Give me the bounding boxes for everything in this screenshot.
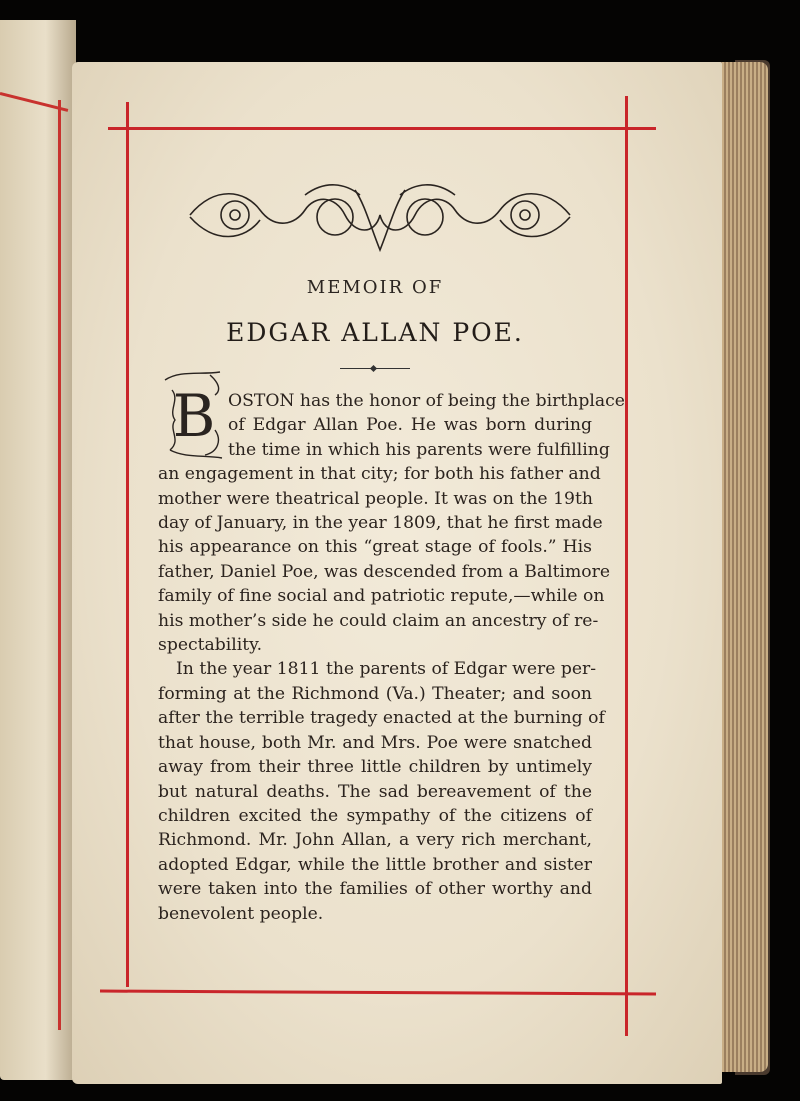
text-line: Richmond. Mr. John Allan, a very rich merchant, xyxy=(158,830,592,851)
text-line: children excited the sympathy of the citizens of xyxy=(158,805,592,826)
text-line: spectability. xyxy=(158,635,263,656)
text-line: In the year 1811 the parents of Edgar were per- xyxy=(176,659,597,680)
text-line: day of January, in the year 1809, that he first made xyxy=(158,513,603,534)
ornamental-headpiece-icon xyxy=(185,175,575,257)
text-line: the time in which his parents were fulfilling xyxy=(228,439,610,460)
text-line: benevolent people. xyxy=(158,903,324,924)
text-line: away from their three little children by untimely xyxy=(158,757,592,778)
text-line: his mother’s side he could claim an ancestry of re- xyxy=(158,610,599,631)
memoir-body xyxy=(158,389,625,926)
text-line: adopted Edgar, while the little brother and sister xyxy=(158,854,592,875)
page-title: EDGAR ALLAN POE. xyxy=(226,318,524,347)
left-page-border xyxy=(58,100,61,1030)
text-line: after the terrible tragedy enacted at the burning of xyxy=(158,708,605,729)
text-line: forming at the Richmond (Va.) Theater; and soon xyxy=(158,683,592,704)
left-page-edge xyxy=(0,20,76,1080)
text-line: father, Daniel Poe, was descended from a Baltimore xyxy=(158,561,611,582)
text-line: mother were theatrical people. It was on the 19th xyxy=(158,488,593,509)
text-line: of Edgar Allan Poe. He was born during xyxy=(228,415,592,436)
title-divider xyxy=(340,368,410,369)
text-line: his appearance on this “great stage of fools.” His xyxy=(158,537,592,558)
border-left xyxy=(126,102,129,987)
memoir-heading: MEMOIR OF xyxy=(306,277,444,298)
text-line: but natural deaths. The sad bereavement of the xyxy=(158,781,592,802)
text-line: family of fine social and patriotic repute,—while on xyxy=(158,586,605,607)
text-line: that house, both Mr. and Mrs. Poe were snatched xyxy=(158,732,592,753)
text-line: an engagement in that city; for both his father and xyxy=(158,464,601,485)
border-right xyxy=(625,96,628,1036)
text-line: were taken into the families of other worthy and xyxy=(158,879,592,900)
text-line: OSTON has the honor of being the birthplace xyxy=(228,391,625,411)
drop-cap-letter: B xyxy=(172,382,216,450)
border-top xyxy=(108,127,656,130)
